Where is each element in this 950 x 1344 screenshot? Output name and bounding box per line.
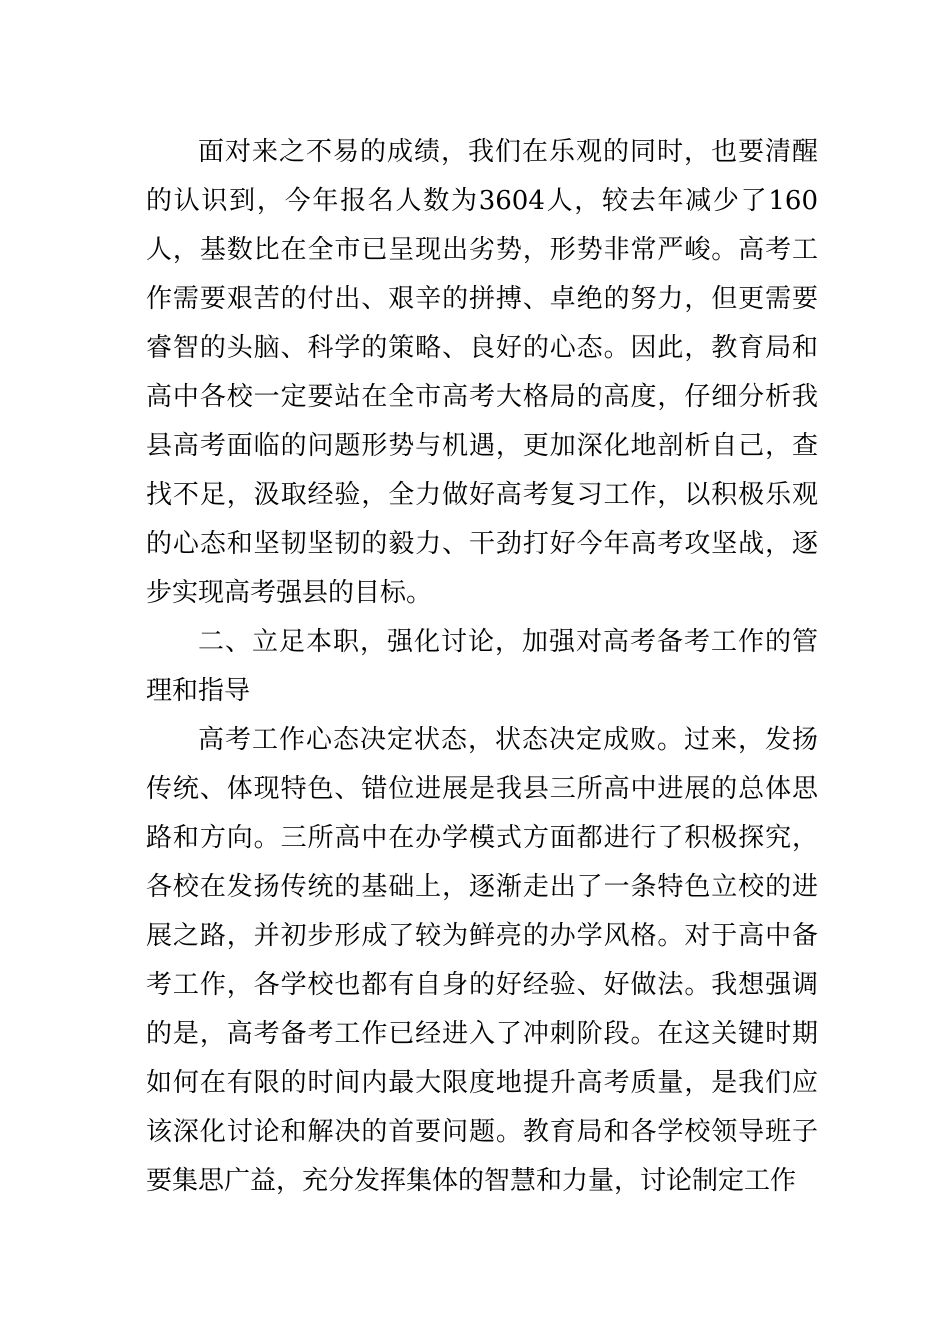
section-heading: 二、立足本职，强化讨论，加强对高考备考工作的管理和指导 bbox=[146, 627, 818, 706]
paragraph-1: 面对来之不易的成绩，我们在乐观的同时，也要清醒的认识到，今年报名人数为3604人，较去年减少了160人，基数比在全市已呈现出劣势，形势非常严峻。高考工作需要艰苦的付出、艰辛的拼搏、卓绝的努力，但更需要睿智的头脑、科学的策略、良好的心态。因此，教育局和高中各校一定要站在全市高考大格局的高度，仔细分析我县高考面临的问题形势与机遇，更加深化地剖析自己，查找不足，汲取经验，全力做好高考复习工作，以积极乐观的心态和坚韧坚韧的毅力、干劲打好今年高考攻坚战，逐步实现高考强县的目标。 bbox=[146, 137, 818, 608]
document-body bbox=[146, 128, 818, 1206]
paragraph-2: 高考工作心态决定状态，状态决定成败。过来，发扬传统、体现特色、错位进展是我县三所高中进展的总体思路和方向。三所高中在办学模式方面都进行了积极探究，各校在发扬传统的基础上，逐渐走出了一条特色立校的进展之路，并初步形成了较为鲜亮的办学风格。对于高中备考工作，各学校也都有自身的好经验、好做法。我想强调的是，高考备考工作已经进入了冲刺阶段。在这关键时期如何在有限的时间内最大限度地提升高考质量，是我们应该深化讨论和解决的首要问题。教育局和各学校领导班子要集思广益，充分发挥集体的智慧和力量，讨论制定工作 bbox=[146, 725, 818, 1196]
